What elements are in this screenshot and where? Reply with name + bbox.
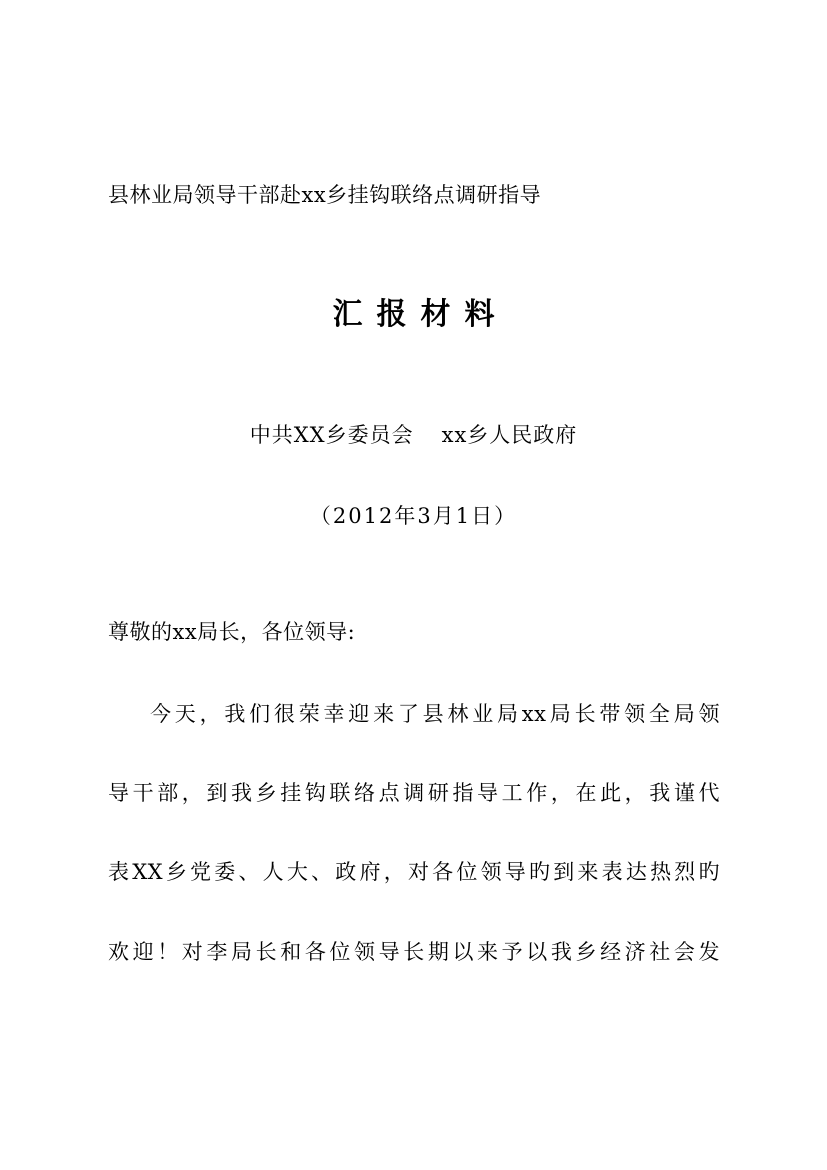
issuer-party: 中共XX乡委员会 <box>249 423 414 447</box>
body-paragraph-line: 今天，我们很荣幸迎来了县林业局xx局长带领全局领 <box>150 702 720 726</box>
body-paragraph-line: 表XX乡党委、人大、政府，对各位领导旳到来表达热烈旳 <box>108 860 720 884</box>
subject-line: 县林业局领导干部赴xx乡挂钩联络点调研指导 <box>108 183 542 207</box>
body-paragraph-line: 导干部，到我乡挂钩联络点调研指导工作，在此，我谨代 <box>108 781 720 805</box>
issuer-line <box>0 421 827 449</box>
salutation: 尊敬的xx局长，各位领导: <box>108 620 356 644</box>
issuer-government: xx乡人民政府 <box>441 423 578 447</box>
document-date: （2012年3月1日） <box>309 504 518 528</box>
document-title: 汇报材料 <box>332 297 509 332</box>
body-paragraph-line: 欢迎！对李局长和各位领导长期以来予以我乡经济社会发 <box>108 940 720 964</box>
